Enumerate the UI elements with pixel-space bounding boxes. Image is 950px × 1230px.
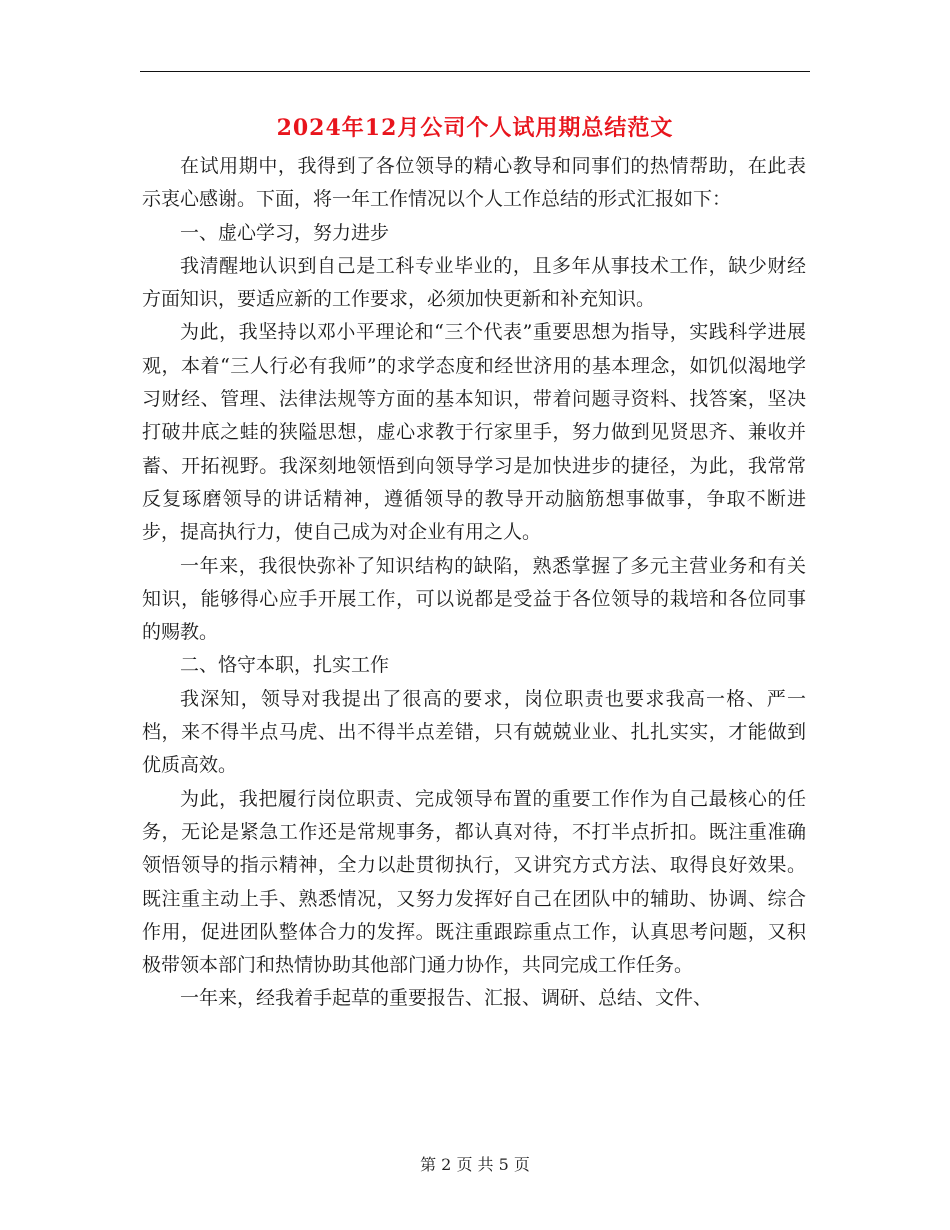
paragraph-2: 为此，我坚持以邓小平理论和“三个代表”重要思想为指导，实践科学进展观，本着“三人行必有我师”的求学态度和经世济用的基本理念，如饥似渴地学习财经、管理、法律法规等方面的基本知识，带着问题寻资料、找答案，坚决打破井底之蛙的狭隘思想，虚心求教于行家里手，努力做到见贤思齐、兼收并蓄、开拓视野。我深刻地领悟到向领导学习是加快进步的捷径，为此，我常常反复琢磨领导的讲话精神，遵循领导的教导开动脑筋想事做事，争取不断进步，提高执行力，使自己成为对企业有用之人。 <box>142 321 806 544</box>
document-title: 2024年12月公司个人试用期总结范文 <box>276 115 674 141</box>
header-rule <box>140 71 810 72</box>
paragraph-3: 一年来，我很快弥补了知识结构的缺陷，熟悉掌握了多元主营业务和有关知识，能够得心应手开展工作，可以说都是受益于各位领导的栽培和各位同事的赐教。 <box>142 554 806 644</box>
section-heading-1: 一、虚心学习，努力进步 <box>180 221 390 244</box>
section-heading-2: 二、恪守本职，扎实工作 <box>180 654 390 677</box>
paragraph-6: 一年来，经我着手起草的重要报告、汇报、调研、总结、文件、 <box>180 987 713 1010</box>
paragraph-intro: 在试用期中，我得到了各位领导的精心教导和同事们的热情帮助，在此表示衷心感谢。下面，将一年工作情况以个人工作总结的形式汇报如下： <box>142 155 806 211</box>
document-body <box>142 150 806 1016</box>
page-number: 第 2 页 共 5 页 <box>420 1155 530 1174</box>
paragraph-4: 我深知，领导对我提出了很高的要求，岗位职责也要求我高一格、严一档，来不得半点马虎、出不得半点差错，只有兢兢业业、扎扎实实，才能做到优质高效。 <box>142 687 806 777</box>
paragraph-1: 我清醒地认识到自己是工科专业毕业的，且多年从事技术工作，缺少财经方面知识，要适应新的工作要求，必须加快更新和补充知识。 <box>142 254 806 311</box>
paragraph-5: 为此，我把履行岗位职责、完成领导布置的重要工作作为自己最核心的任务，无论是紧急工作还是常规事务，都认真对待，不打半点折扣。既注重准确领悟领导的指示精神，全力以赴贯彻执行，又讲究方式方法、取得良好效果。既注重主动上手、熟悉情况，又努力发挥好自己在团队中的辅助、协调、综合作用，促进团队整体合力的发挥。既注重跟踪重点工作，认真思考问题，又积极带领本部门和热情协助其他部门通力协作，共同完成工作任务。 <box>142 787 806 977</box>
